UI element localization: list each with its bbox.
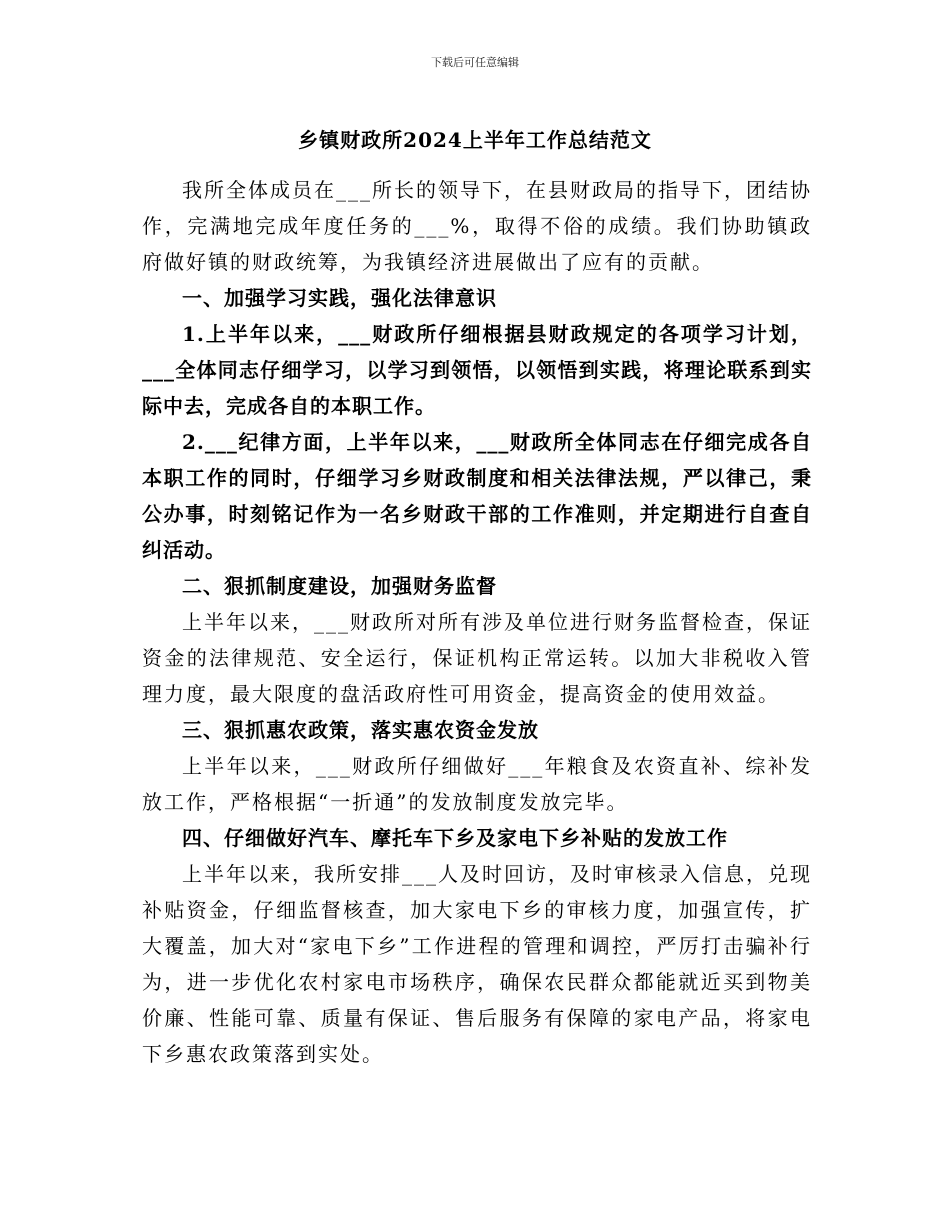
intro-paragraph: 我所全体成员在___所长的领导下，在县财政局的指导下，团结协作，完满地完成年度任务的___%，取得不俗的成绩。我们协助镇政府做好镇的财政统筹，为我镇经济进展做出了应有的贡献。	[142, 178, 812, 274]
section-2-paragraph: 上半年以来，___财政所对所有涉及单位进行财务监督检查，保证资金的法律规范、安全运行，保证机构正常运转。以加大非税收入管理力度，最大限度的盘活政府性可用资金，提高资金的使用效益。	[142, 610, 812, 706]
section-heading-4: 四、仔细做好汽车、摩托车下乡及家电下乡补贴的发放工作	[182, 826, 728, 850]
section-heading-2: 二、狠抓制度建设，加强财务监督	[182, 574, 497, 598]
section-1-item-2: 2.___纪律方面，上半年以来，___财政所全体同志在仔细完成各自本职工作的同时，仔细学习乡财政制度和相关法律法规，严以律己，秉公办事，时刻铭记作为一名乡财政干部的工作准则，并定期进行自查自纠活动。	[142, 430, 812, 562]
section-1-item-1: 1.上半年以来，___财政所仔细根据县财政规定的各项学习计划，___全体同志仔细学习，以学习到领悟，以领悟到实践，将理论联系到实际中去，完成各自的本职工作。	[142, 322, 812, 418]
section-heading-3: 三、狠抓惠农政策，落实惠农资金发放	[182, 718, 539, 742]
document-body	[142, 172, 812, 1072]
section-4-paragraph: 上半年以来，我所安排___人及时回访，及时审核录入信息，兑现补贴资金，仔细监督核查，加大家电下乡的审核力度，加强宣传，扩大覆盖，加大对“家电下乡”工作进程的管理和调控，严厉打击骗补行为，进一步优化农村家电市场秩序，确保农民群众都能就近买到物美价廉、性能可靠、质量有保证、售后服务有保障的家电产品，将家电下乡惠农政策落到实处。	[142, 862, 812, 1066]
section-3-paragraph: 上半年以来，___财政所仔细做好___年粮食及农资直补、综补发放工作，严格根据“一折通”的发放制度发放完毕。	[142, 754, 812, 814]
document-title: 乡镇财政所2024上半年工作总结范文	[298, 128, 652, 152]
section-heading-1: 一、加强学习实践，强化法律意识	[182, 286, 497, 310]
header-note: 下载后可任意编辑	[431, 56, 519, 69]
